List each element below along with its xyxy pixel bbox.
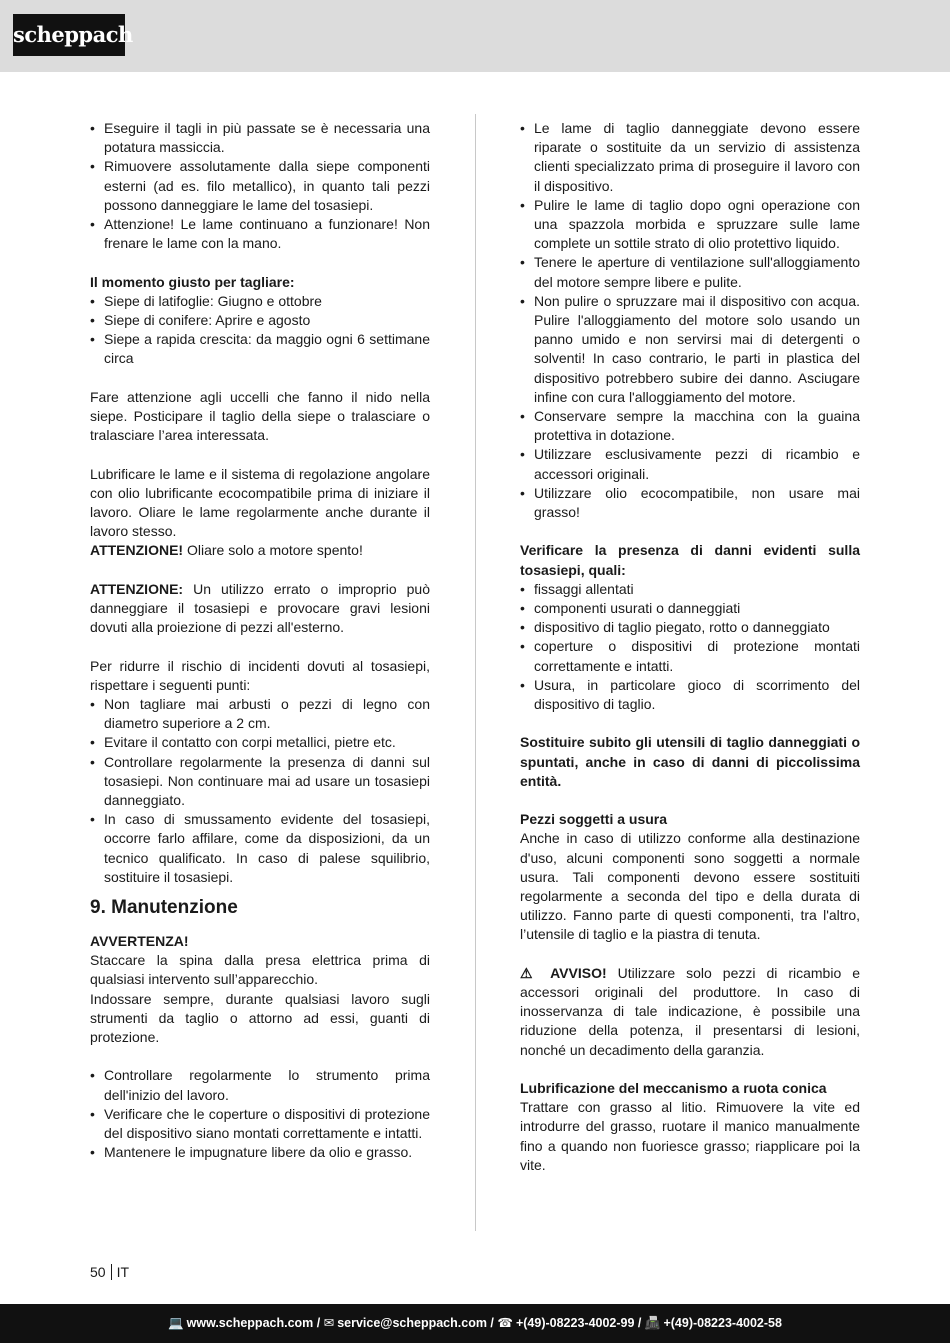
birds-paragraph: Fare attenzione agli uccelli che fanno il nido nella siepe. Posticipare il taglio della siepe o tralasciare o tralasciare l’area interessata.	[90, 388, 430, 444]
timing-list	[90, 292, 430, 369]
header-band	[0, 0, 950, 72]
warning-heading: AVVERTENZA!	[90, 933, 189, 950]
list-item: • Le lame di taglio danneggiate devono essere riparate o sostituite da un servizio di assistenza clienti specializzato prima di proseguire il lavoro con il dispositivo.	[520, 119, 860, 196]
list-item: • componenti usurati o danneggiati	[520, 599, 860, 618]
attention-text: Un utilizzo errato o improprio può danneggiare il tosasiepi e provocare gravi lesioni dovuti alla proiezione di pezzi all'esterno.	[90, 580, 430, 636]
list-item: • Usura, in particolare gioco di scorrimento del dispositivo di taglio.	[520, 676, 860, 714]
brand-logo: scheppach	[13, 14, 125, 56]
phone-icon: ☎	[497, 1316, 513, 1330]
replace-heading: Sostituire subito gli utensili di taglio danneggiati o spuntati, anche in caso di danni di piccolissima entità.	[520, 734, 860, 789]
fax-number: +(49)-08223-4002-58	[663, 1316, 782, 1330]
lube-paragraph: Lubrificare le lame e il sistema di regolazione angolare con olio lubrificante ecocompatibile prima di iniziare il lavoro. Oliare le lame regolarmente anche durante il lavoro stesso.	[90, 465, 430, 540]
page-number-value: 50	[90, 1264, 106, 1280]
gear-heading: Lubrificazione del meccanismo a ruota conica	[520, 1080, 827, 1097]
list-item: • Controllare regolarmente lo strumento prima dell'inizio del lavoro.	[90, 1066, 430, 1104]
list-item: • Verificare che le coperture o dispositivi di protezione del dispositivo siano montati correttamente e intatti.	[90, 1105, 430, 1143]
warning-triangle-icon: ⚠	[520, 964, 551, 981]
list-item: • Siepe di latifoglie: Giugno e ottobre	[90, 292, 430, 311]
attention-label: ATTENZIONE:	[90, 580, 184, 597]
list-item: • dispositivo di taglio piegato, rotto o danneggiato	[520, 618, 860, 637]
list-item: • Non pulire o spruzzare mai il dispositivo con acqua. Pulire l'alloggiamento del motore solo usando un panno umido e non servirsi mai di detergenti o solventi! In caso contrario, le parti in plastica del dispositivo potrebbero subire dei danno. Asciugare infine con cura l'alloggiamento del motore.	[520, 292, 860, 407]
attention-note-1	[90, 541, 430, 560]
attention-note-2	[90, 580, 430, 638]
section-title: 9. Manutenzione	[90, 897, 238, 919]
right-column	[520, 119, 860, 1175]
gear-text: Trattare con grasso al litio. Rimuovere la vite ed introdurre del grasso, ruotare il manico manualmente fino a quando non fuoriesce grasso; riapplicare poi la vite.	[520, 1099, 860, 1173]
notice-paragraph	[520, 964, 860, 1060]
list-item: • Attenzione! Le lame continuano a funzionare! Non frenare le lame con la mano.	[90, 215, 430, 253]
timing-heading: Il momento giusto per tagliare:	[90, 273, 295, 290]
list-item: • Evitare il contatto con corpi metallici, pietre etc.	[90, 733, 430, 752]
mail-icon: ✉	[323, 1316, 335, 1330]
maintenance-list	[90, 1066, 430, 1162]
list-item: • fissaggi allentati	[520, 580, 860, 599]
wear-text: Anche in caso di utilizzo conforme alla destinazione d'uso, alcuni componenti sono soggetti a normale usura. Tali componenti devono essere sostituiti regolarmente a seconda del tipo e della durata di utilizzo. Fanno parte di questi componenti, tra l'altro, l’utensile di taglio e la piastra di tenuta.	[520, 830, 860, 943]
care-list	[520, 119, 860, 522]
attention-label: ATTENZIONE!	[90, 542, 184, 559]
warning-text-1: Staccare la spina dalla presa elettrica prima di qualsiasi intervento sull’apparecchio.	[90, 952, 430, 988]
damage-heading: Verificare la presenza di danni evidenti sulla tosasiepi, quali:	[520, 542, 860, 578]
contact-bar: 💻 www.scheppach.com / ✉ service@scheppach.com / ☎ +(49)-08223-4002-99 / 📠 +(49)-08223-4002-58	[0, 1304, 950, 1343]
risk-intro: Per ridurre il rischio di incidenti dovuti al tosasiepi, rispettare i seguenti punti:	[90, 657, 430, 693]
list-item: • Controllare regolarmente la presenza di danni sul tosasiepi. Non continuare mai ad usare un tosasiepi danneggiato.	[90, 753, 430, 811]
list-item: • Conservare sempre la macchina con la guaina protettiva in dotazione.	[520, 407, 860, 445]
phone-number: +(49)-08223-4002-99	[515, 1316, 635, 1330]
damage-list	[520, 580, 860, 714]
fax-icon: 📠	[644, 1316, 661, 1330]
cutting-tips-list	[90, 119, 430, 253]
email-link[interactable]: service@scheppach.com	[337, 1316, 487, 1330]
website-link[interactable]: www.scheppach.com	[186, 1316, 314, 1330]
page-number	[90, 1263, 129, 1282]
language-code: IT	[116, 1264, 130, 1280]
list-item: • coperture o dispositivi di protezione montati correttamente e intatti.	[520, 637, 860, 675]
wear-heading: Pezzi soggetti a usura	[520, 811, 668, 828]
computer-icon: 💻	[168, 1316, 184, 1330]
list-item: • Tenere le aperture di ventilazione sull'alloggiamento del motore sempre libere e pulite.	[520, 253, 860, 291]
notice-text: Utilizzare solo pezzi di ricambio e accessori originali del produttore. In caso di inosservanza di tale indicazione, è possibile una riduzione della potenza, il presentarsi di lesioni, nonché un decadimento della garanzia.	[520, 964, 860, 1058]
list-item: • Non tagliare mai arbusti o pezzi di legno con diametro superiore a 2 cm.	[90, 695, 430, 733]
attention-text: Oliare solo a motore spento!	[183, 542, 363, 559]
left-column	[90, 119, 430, 1162]
risk-list	[90, 695, 430, 887]
list-item: • Eseguire il tagli in più passate se è necessaria una potatura massiccia.	[90, 119, 430, 157]
list-item: • Mantenere le impugnature libere da olio e grasso.	[90, 1143, 430, 1162]
column-divider	[475, 114, 476, 1231]
list-item: • Pulire le lame di taglio dopo ogni operazione con una spazzola morbida e spruzzare sulle lame complete un sottile strato di olio protettivo liquido.	[520, 196, 860, 254]
list-item: • Siepe a rapida crescita: da maggio ogni 6 settimane circa	[90, 330, 430, 368]
list-item: • Utilizzare esclusivamente pezzi di ricambio e accessori originali.	[520, 445, 860, 483]
list-item: • Utilizzare olio ecocompatibile, non usare mai grasso!	[520, 484, 860, 522]
list-item: • Rimuovere assolutamente dalla siepe componenti esterni (ad es. filo metallico), in quanto tali pezzi possono danneggiare le lame del tosasiepi.	[90, 157, 430, 215]
list-item: • Siepe di conifere: Aprire e agosto	[90, 311, 430, 330]
list-item: • In caso di smussamento evidente del tosasiepi, occorre farlo affilare, come da disposizioni, da un tecnico qualificato. In caso di palese squilibrio, sostituire il tosasiepi.	[90, 810, 430, 887]
notice-label: AVVISO!	[550, 964, 607, 981]
warning-text-2: Indossare sempre, durante qualsiasi lavoro sugli strumenti da taglio o attorno ad essi, guanti di protezione.	[90, 990, 430, 1046]
